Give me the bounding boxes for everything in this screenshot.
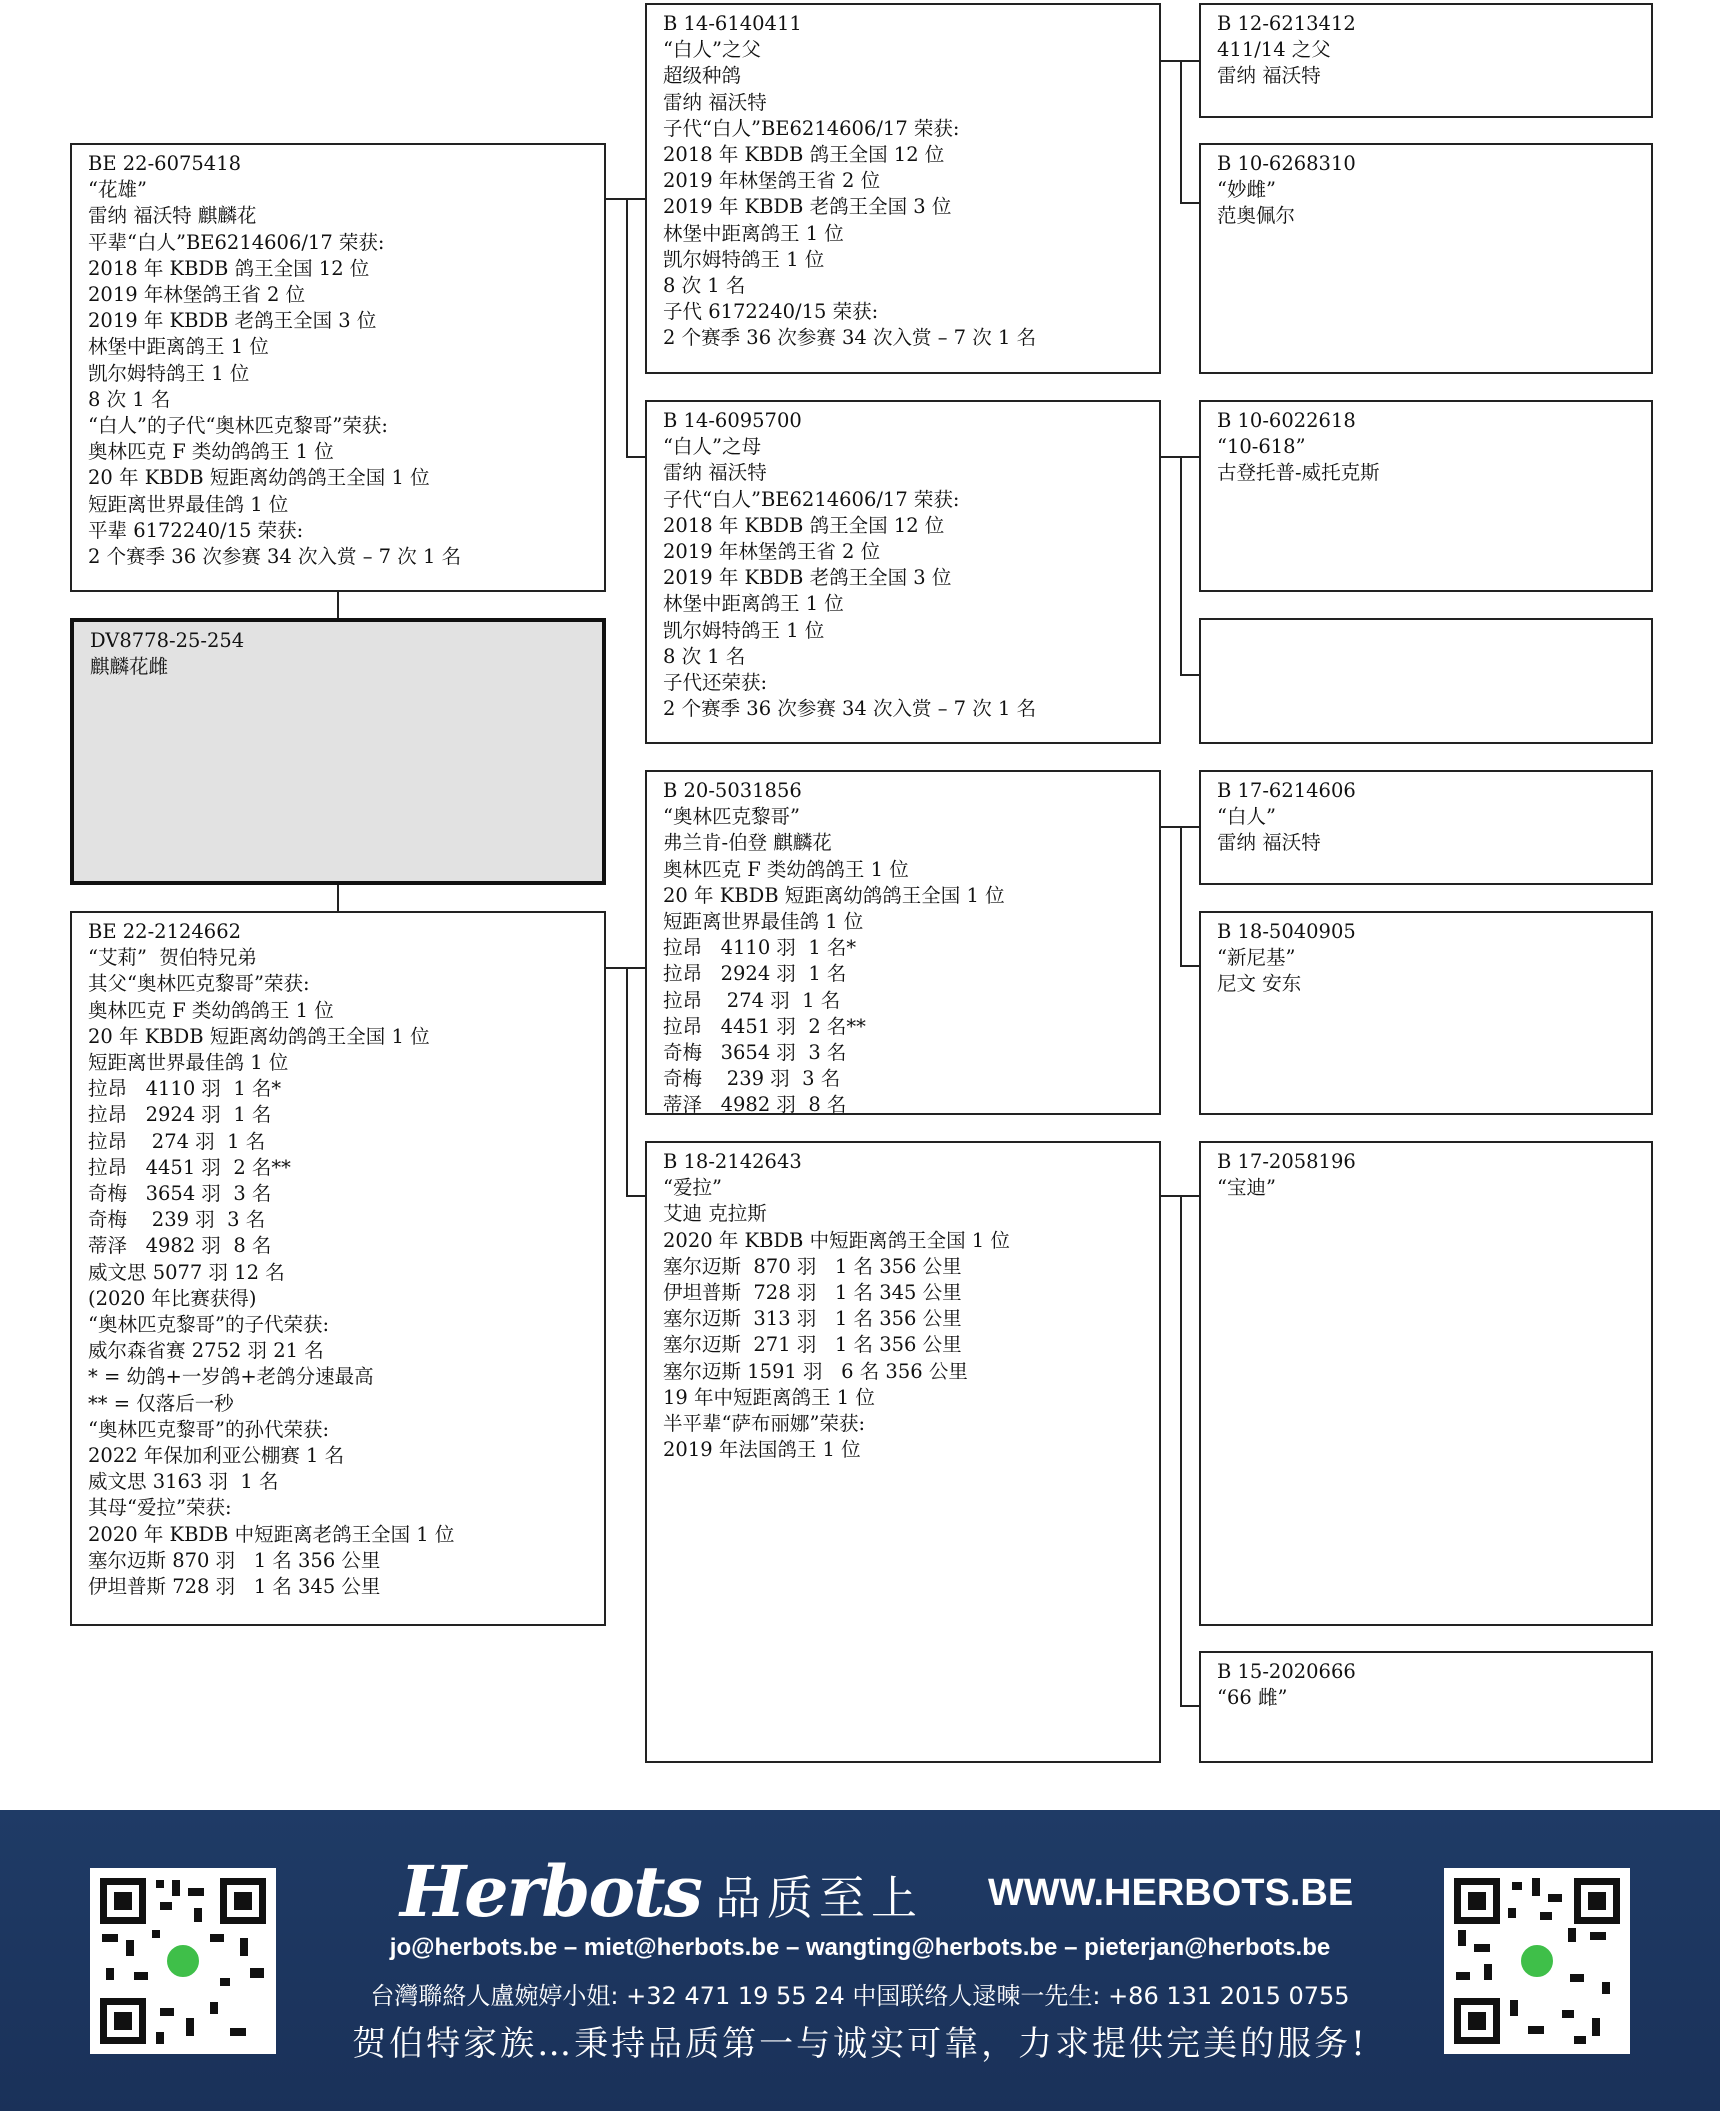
pedigree-line: 短距离世界最佳鸽 1 位 (663, 910, 864, 934)
connector-gen2-gen3 (1161, 60, 1180, 62)
pedigree-line: 2019 年林堡鸽王省 2 位 (663, 169, 881, 193)
pedigree-subject-box (70, 618, 606, 885)
pedigree-line: 子代还荣获: (663, 671, 768, 695)
pedigree-line: “宝迪” (1217, 1176, 1276, 1200)
contact-phones: 台灣聯絡人盧婉婷小姐: +32 471 19 55 24 中国联络人逯暕一先生: +86 131 2015 0755 (370, 1982, 1350, 2010)
pedigree-line: 雷纳 福沃特 (1217, 831, 1321, 855)
connector-subject-sire (337, 592, 339, 618)
brand-row (400, 1850, 1354, 1933)
pedigree-line: 伊坦普斯 728 羽 1 名 345 公里 (663, 1281, 962, 1305)
pedigree-line: 拉昂 2924 羽 1 名 (663, 962, 847, 986)
ring-number: B 15-2020666 (1217, 1660, 1356, 1683)
pedigree-line: 雷纳 福沃特 (663, 461, 767, 485)
ring-number: BE 22-2124662 (88, 920, 242, 943)
pedigree-line: 子代“白人”BE6214606/17 荣获: (663, 487, 960, 511)
pedigree-line: * = 幼鸽+一岁鸽+老鸽分速最高 (88, 1365, 374, 1389)
pedigree-line: 平辈“白人”BE6214606/17 荣获: (88, 230, 385, 254)
pedigree-line: 2018 年 KBDB 鸽王全国 12 位 (663, 143, 945, 167)
pedigree-ggp-1-box (1199, 3, 1653, 118)
pedigree-line: 411/14 之父 (1217, 38, 1331, 62)
pedigree-line: “妙雌” (1217, 178, 1276, 202)
pedigree-line: 雷纳 福沃特 (1217, 64, 1321, 88)
pedigree-line: “奥林匹克黎哥”的子代荣获: (88, 1313, 330, 1337)
pedigree-line: 短距离世界最佳鸽 1 位 (88, 492, 289, 516)
pedigree-line: 子代 6172240/15 荣获: (663, 300, 879, 324)
herbots-logo[interactable]: Herbots (400, 1850, 701, 1933)
pedigree-line: “10-618” (1217, 435, 1306, 459)
pedigree-line: “66 雌” (1217, 1686, 1288, 1710)
connector-gen2-gen3 (1161, 826, 1180, 828)
pedigree-line: 塞尔迈斯 313 羽 1 名 356 公里 (663, 1307, 962, 1331)
pedigree-line: 尼文 安东 (1217, 972, 1302, 996)
pedigree-line: 2019 年林堡鸽王省 2 位 (88, 283, 306, 307)
connector-gen2-gen3 (1180, 965, 1199, 967)
connector-gen2-gen3 (1161, 456, 1180, 458)
pedigree-line: 蒂泽 4982 羽 8 名 (663, 1093, 847, 1115)
pedigree-line: 2018 年 KBDB 鸽王全国 12 位 (88, 256, 370, 280)
pedigree-line: 2019 年 KBDB 老鸽王全国 3 位 (88, 309, 377, 333)
connector-dam-bracket (626, 1195, 645, 1197)
pedigree-line: 8 次 1 名 (663, 274, 746, 298)
pedigree-line: 20 年 KBDB 短距离幼鸽鸽王全国 1 位 (663, 883, 1005, 907)
pedigree-line: 雷纳 福沃特 (663, 90, 767, 114)
pedigree-line: “新尼基” (1217, 946, 1296, 970)
connector-dam-bracket (606, 967, 626, 969)
pedigree-line: 2019 年林堡鸽王省 2 位 (663, 540, 881, 564)
pedigree-line: 麒麟花雌 (90, 655, 169, 679)
pedigree-line: 8 次 1 名 (663, 644, 746, 668)
pedigree-line: 2 个赛季 36 次参赛 34 次入赏 – 7 次 1 名 (663, 697, 1037, 721)
connector-gen2-gen3 (1180, 60, 1199, 62)
ring-number: B 17-6214606 (1217, 779, 1356, 802)
pedigree-line: ** = 仅落后一秒 (88, 1391, 234, 1415)
ring-number: B 18-2142643 (663, 1150, 802, 1173)
pedigree-line: 2019 年法国鸽王 1 位 (663, 1438, 861, 1462)
company-motto: 贺伯特家族…秉持品质第一与诚实可靠，力求提供完美的服务! (352, 2024, 1368, 2064)
pedigree-line: 蒂泽 4982 羽 8 名 (88, 1234, 272, 1258)
pedigree-ggp-3-box (1199, 400, 1653, 592)
pedigree-line: 艾迪 克拉斯 (663, 1202, 767, 1226)
connector-gen2-gen3 (1161, 1195, 1180, 1197)
pedigree-sire-sire-box (645, 3, 1161, 374)
ring-number: B 10-6268310 (1217, 152, 1356, 175)
connector-gen2-gen3 (1180, 1195, 1182, 1707)
pedigree-line: 2018 年 KBDB 鸽王全国 12 位 (663, 513, 945, 537)
pedigree-line: 雷纳 福沃特 麒麟花 (88, 204, 257, 228)
connector-gen2-gen3 (1180, 674, 1199, 676)
pedigree-line: “白人”之母 (663, 435, 761, 459)
pedigree-line: 奥林匹克 F 类幼鸽鸽王 1 位 (663, 857, 909, 881)
slogan: 品质至上 (715, 1871, 923, 1925)
pedigree-line: 2 个赛季 36 次参赛 34 次入赏 – 7 次 1 名 (663, 326, 1037, 350)
pedigree-ggp-4-box (1199, 618, 1653, 744)
ring-number: B 14-6140411 (663, 12, 802, 35)
connector-gen2-gen3 (1180, 1705, 1199, 1707)
ring-number: B 12-6213412 (1217, 12, 1356, 35)
pedigree-line: “花雄” (88, 178, 147, 202)
pedigree-ggp-8-box (1199, 1651, 1653, 1763)
pedigree-line: “奥林匹克黎哥”的孙代荣获: (88, 1417, 330, 1441)
pedigree-line: 奇梅 239 羽 3 名 (663, 1067, 841, 1091)
pedigree-line: 20 年 KBDB 短距离幼鸽鸽王全国 1 位 (88, 1024, 430, 1048)
pedigree-line: 8 次 1 名 (88, 387, 171, 411)
pedigree-line: 20 年 KBDB 短距离幼鸽鸽王全国 1 位 (88, 466, 430, 490)
pedigree-line: 2022 年保加利亚公棚赛 1 名 (88, 1444, 345, 1468)
connector-gen2-gen3 (1180, 202, 1199, 204)
connector-gen2-gen3 (1180, 1195, 1199, 1197)
pedigree-line: 子代“白人”BE6214606/17 荣获: (663, 116, 960, 140)
pedigree-line: 奥林匹克 F 类幼鸽鸽王 1 位 (88, 440, 334, 464)
pedigree-line: 其父“奥林匹克黎哥”荣获: (88, 972, 310, 996)
pedigree-line: “爱拉” (663, 1176, 722, 1200)
pedigree-dam-dam-box (645, 1141, 1161, 1763)
pedigree-line: 其母“爱拉”荣获: (88, 1496, 232, 1520)
website-link[interactable]: WWW.HERBOTS.BE (988, 1872, 1354, 1914)
connector-gen2-gen3 (1180, 826, 1182, 967)
pedigree-line: 半平辈“萨布丽娜”荣获: (663, 1412, 866, 1436)
pedigree-sire-box (70, 143, 606, 592)
footer-banner (0, 1810, 1720, 2111)
pedigree-line: 拉昂 2924 羽 1 名 (88, 1103, 272, 1127)
pedigree-line: 拉昂 4110 羽 1 名* (663, 936, 857, 960)
pedigree-line: 塞尔迈斯 870 羽 1 名 356 公里 (88, 1548, 381, 1572)
ring-number: BE 22-6075418 (88, 152, 242, 175)
ring-number: B 14-6095700 (663, 409, 802, 432)
pedigree-line: 奇梅 3654 羽 3 名 (663, 1041, 847, 1065)
ring-number: B 20-5031856 (663, 779, 802, 802)
pedigree-line: 威尔森省赛 2752 羽 21 名 (88, 1339, 324, 1363)
pedigree-line: 奥林匹克 F 类幼鸽鸽王 1 位 (88, 998, 334, 1022)
pedigree-line: 威文思 5077 羽 12 名 (88, 1260, 285, 1284)
pedigree-line: 凯尔姆特鸽王 1 位 (88, 361, 250, 385)
connector-sire-bracket (626, 198, 628, 458)
pedigree-line: 威文思 3163 羽 1 名 (88, 1470, 279, 1494)
pedigree-line: 范奥佩尔 (1217, 204, 1296, 228)
email-list[interactable]: jo@herbots.be – miet@herbots.be – wangting@herbots.be – pieterjan@herbots.be (389, 1934, 1331, 1961)
pedigree-line: 奇梅 239 羽 3 名 (88, 1208, 266, 1232)
pedigree-line: 2 个赛季 36 次参赛 34 次入赏 – 7 次 1 名 (88, 545, 462, 569)
connector-sire-bracket (626, 456, 645, 458)
pedigree-line: 林堡中距离鸽王 1 位 (88, 335, 269, 359)
ring-number: B 10-6022618 (1217, 409, 1356, 432)
pedigree-line: 凯尔姆特鸽王 1 位 (663, 247, 825, 271)
pedigree-line: 塞尔迈斯 1591 羽 6 名 356 公里 (663, 1359, 968, 1383)
pedigree-line: “白人”的子代“奥林匹克黎哥”荣获: (88, 414, 388, 438)
pedigree-line: “白人”之父 (663, 38, 761, 62)
pedigree-ggp-6-box (1199, 911, 1653, 1115)
pedigree-line: “艾莉” 贺伯特兄弟 (88, 946, 257, 970)
pedigree-line: 弗兰肯-伯登 麒麟花 (663, 831, 832, 855)
connector-gen2-gen3 (1180, 826, 1199, 828)
connector-sire-bracket (606, 198, 626, 200)
pedigree-line: 伊坦普斯 728 羽 1 名 345 公里 (88, 1575, 381, 1599)
pedigree-line: 塞尔迈斯 870 羽 1 名 356 公里 (663, 1254, 962, 1278)
pedigree-line: 凯尔姆特鸽王 1 位 (663, 618, 825, 642)
pedigree-line: 短距离世界最佳鸽 1 位 (88, 1051, 289, 1075)
pedigree-dam-box (70, 911, 606, 1626)
pedigree-ggp-2-box (1199, 143, 1653, 374)
pedigree-line: 超级种鸽 (663, 64, 742, 88)
pedigree-line: 拉昂 4451 羽 2 名** (88, 1155, 291, 1179)
pedigree-line: 古登托普-威托克斯 (1217, 461, 1380, 485)
pedigree-line: 2020 年 KBDB 中短距离老鸽王全国 1 位 (88, 1522, 455, 1546)
pedigree-line: 拉昂 274 羽 1 名 (663, 988, 841, 1012)
connector-sire-bracket (626, 198, 645, 200)
pedigree-line: “白人” (1217, 805, 1276, 829)
ring-number: B 17-2058196 (1217, 1150, 1356, 1173)
pedigree-line: 2019 年 KBDB 老鸽王全国 3 位 (663, 195, 952, 219)
connector-dam-bracket (626, 967, 645, 969)
pedigree-line: 林堡中距离鸽王 1 位 (663, 592, 844, 616)
pedigree-line: 林堡中距离鸽王 1 位 (663, 221, 844, 245)
pedigree-line: 塞尔迈斯 271 羽 1 名 356 公里 (663, 1333, 962, 1357)
pedigree-line: “奥林匹克黎哥” (663, 805, 800, 829)
pedigree-line: 2019 年 KBDB 老鸽王全国 3 位 (663, 566, 952, 590)
pedigree-line: 拉昂 274 羽 1 名 (88, 1129, 266, 1153)
connector-gen2-gen3 (1180, 60, 1182, 204)
ring-number: DV8778-25-254 (90, 629, 245, 652)
pedigree-line: 19 年中短距离鸽王 1 位 (663, 1385, 875, 1409)
pedigree-sire-dam-box (645, 400, 1161, 744)
pedigree-ggp-7-box (1199, 1141, 1653, 1626)
connector-gen2-gen3 (1180, 456, 1199, 458)
pedigree-line: (2020 年比赛获得) (88, 1286, 257, 1310)
pedigree-line: 拉昂 4451 羽 2 名** (663, 1014, 866, 1038)
pedigree-dam-sire-box (645, 770, 1161, 1115)
pedigree-line: 2020 年 KBDB 中短距离鸽王全国 1 位 (663, 1228, 1010, 1252)
ring-number: B 18-5040905 (1217, 920, 1356, 943)
connector-gen2-gen3 (1180, 456, 1182, 676)
pedigree-line: 奇梅 3654 羽 3 名 (88, 1182, 272, 1206)
connector-subject-dam (337, 885, 339, 911)
connector-dam-bracket (626, 967, 628, 1197)
pedigree-line: 平辈 6172240/15 荣获: (88, 518, 304, 542)
pedigree-ggp-5-box (1199, 770, 1653, 885)
pedigree-line: 拉昂 4110 羽 1 名* (88, 1077, 282, 1101)
